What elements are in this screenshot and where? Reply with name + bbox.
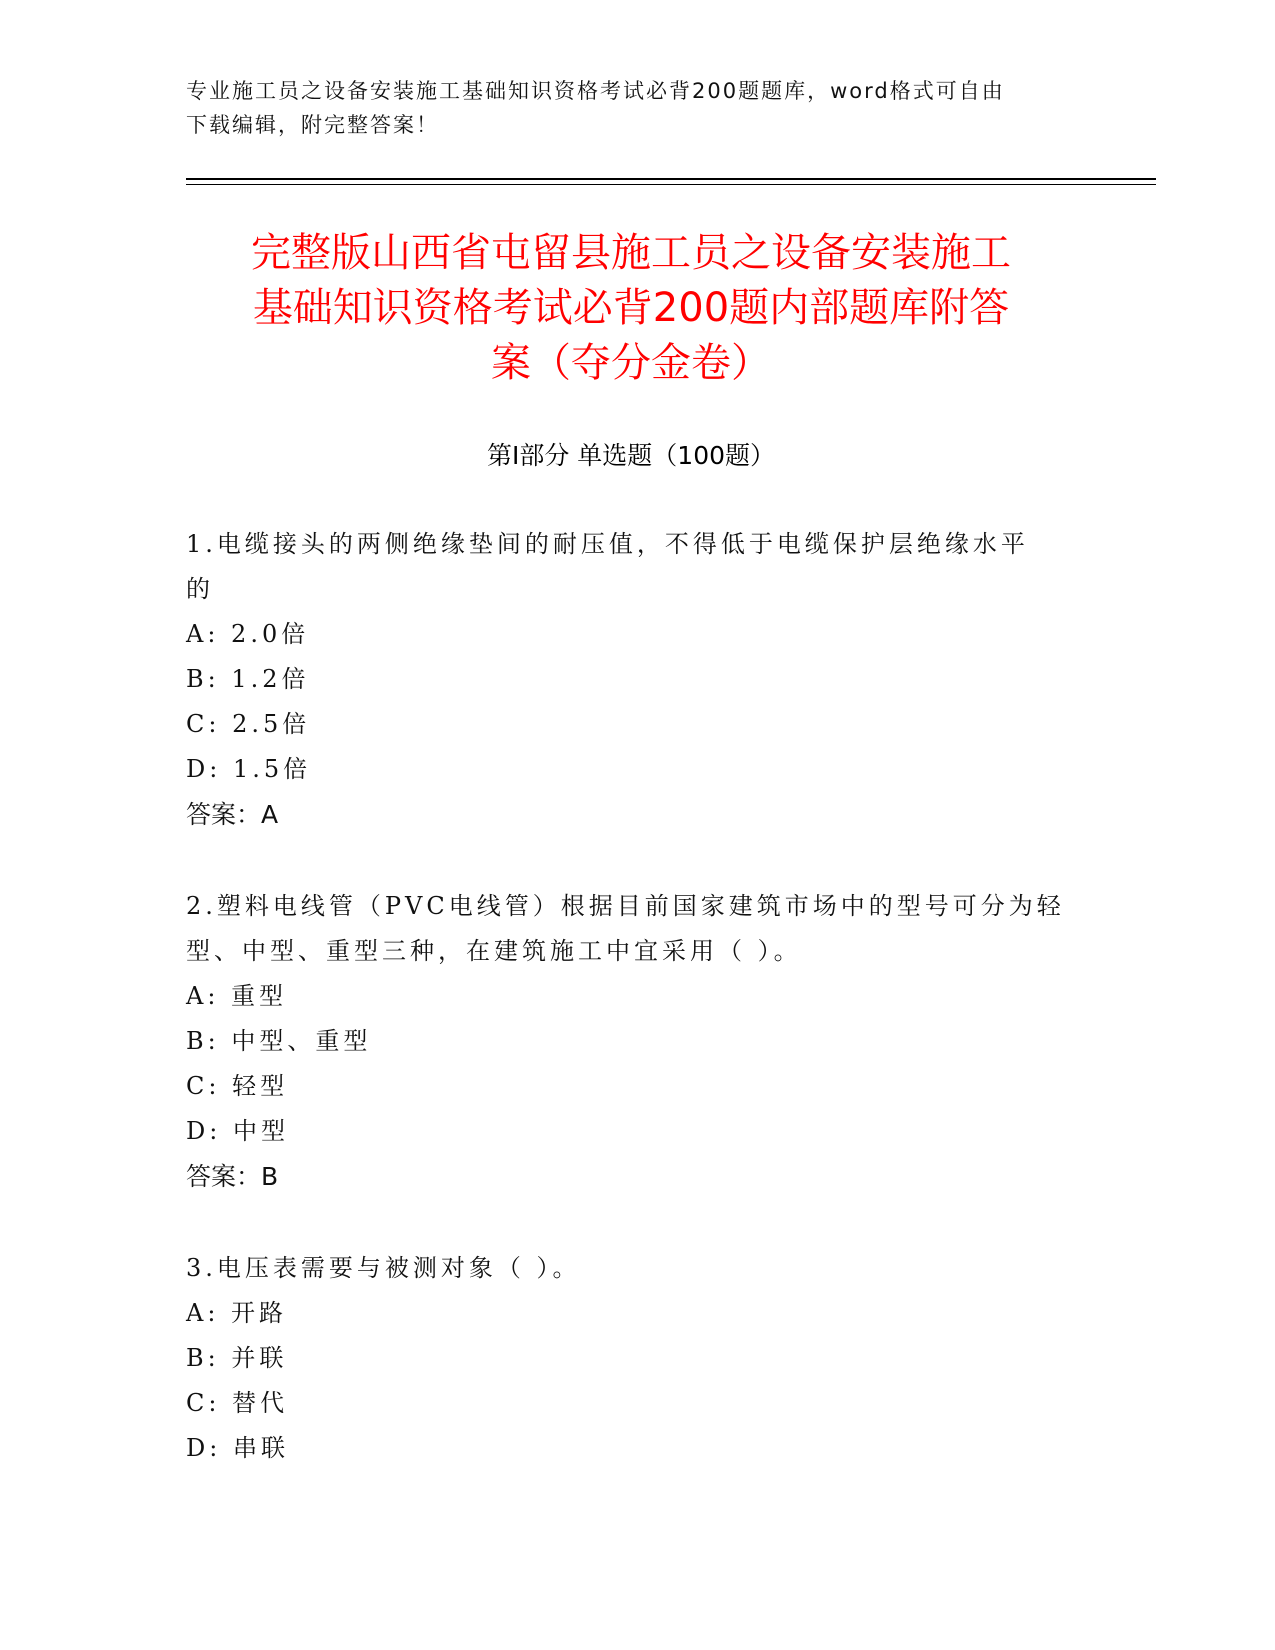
title-line: 基础知识资格考试必背200题内部题库附答 xyxy=(252,285,1010,331)
option-d: D: 1.5倍 xyxy=(186,755,312,783)
option-b: B: 并联 xyxy=(186,1344,288,1372)
question-1 xyxy=(186,522,1086,837)
question-stem: 的 xyxy=(186,575,214,603)
header-divider-thick xyxy=(186,178,1156,180)
option-d: D: 中型 xyxy=(186,1117,289,1145)
header-note-line: 专业施工员之设备安装施工基础知识资格考试必背200题题库，word格式可自由 xyxy=(186,79,1005,103)
option-c: C: 替代 xyxy=(186,1389,289,1417)
answer-line: 答案：B xyxy=(186,1162,279,1191)
answer-line: 答案：A xyxy=(186,800,279,829)
header-note xyxy=(186,74,1076,142)
question-list xyxy=(186,522,1086,1518)
question-2 xyxy=(186,884,1086,1199)
question-3 xyxy=(186,1246,1086,1471)
document-title xyxy=(186,226,1076,391)
section-heading: 第Ⅰ部分 单选题（100题） xyxy=(486,441,776,470)
question-stem: 型、中型、重型三种，在建筑施工中宜采用（ ）。 xyxy=(186,937,802,965)
option-b: B: 中型、重型 xyxy=(186,1027,372,1055)
title-line: 完整版山西省屯留县施工员之设备安装施工 xyxy=(251,230,1011,276)
question-stem: 3.电压表需要与被测对象（ ）。 xyxy=(186,1254,581,1282)
option-c: C: 2.5倍 xyxy=(186,710,311,738)
option-d: D: 串联 xyxy=(186,1434,289,1462)
header-divider-thin xyxy=(186,184,1156,185)
question-stem: 2.塑料电线管（PVC电线管）根据目前国家建筑市场中的型号可分为轻 xyxy=(186,892,1065,920)
title-line: 案（夺分金卷） xyxy=(491,340,771,386)
option-a: A: 2.0倍 xyxy=(186,620,310,648)
option-a: A: 开路 xyxy=(186,1299,288,1327)
option-b: B: 1.2倍 xyxy=(186,665,310,693)
question-stem: 1.电缆接头的两侧绝缘垫间的耐压值，不得低于电缆保护层绝缘水平 xyxy=(186,530,1029,558)
option-c: C: 轻型 xyxy=(186,1072,289,1100)
option-a: A: 重型 xyxy=(186,982,288,1010)
header-note-line: 下载编辑，附完整答案！ xyxy=(186,113,439,137)
